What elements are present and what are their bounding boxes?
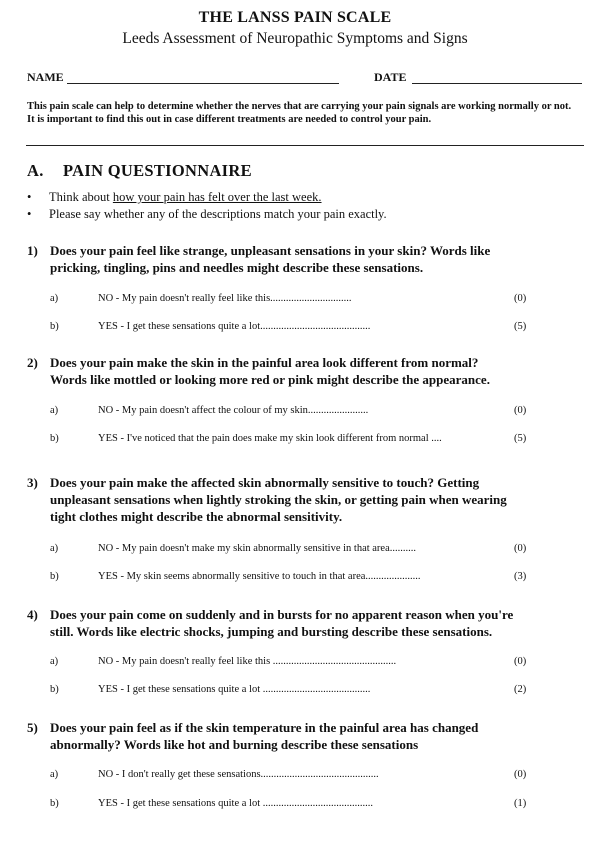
option-letter: b) xyxy=(50,798,59,809)
section-heading xyxy=(27,161,252,181)
intro-paragraph: This pain scale can help to determine whether the nerves that are carrying your pain signals are working normally or not. It is important to find this out in case different treatments are needed to control your pain. xyxy=(27,101,572,125)
option-text[interactable]: NO - My pain doesn't really feel like this ............................................... xyxy=(98,656,397,667)
section-title: PAIN QUESTIONNAIRE xyxy=(63,161,252,180)
document-subtitle: Leeds Assessment of Neuropathic Symptoms and Signs xyxy=(122,30,468,47)
bullet-icon: • xyxy=(27,207,32,221)
name-label: NAME xyxy=(27,70,64,84)
option-letter: b) xyxy=(50,571,59,582)
question-text-line: Does your pain feel like strange, unpleasant sensations in your skin? Words like xyxy=(50,243,491,258)
option-text[interactable]: YES - My skin seems abnormally sensitive to touch in that area..................... xyxy=(98,571,421,582)
date-label: DATE xyxy=(374,70,407,84)
option-score: (0) xyxy=(514,405,527,416)
section-letter: A. xyxy=(27,161,44,180)
question-text-line: Does your pain make the affected skin abnormally sensitive to touch? Getting xyxy=(50,475,480,490)
question-number: 1) xyxy=(27,243,38,258)
bullet-item: • Please say whether any of the descriptions match your pain exactly. xyxy=(27,207,387,221)
question-4 xyxy=(27,606,582,640)
option-score: (5) xyxy=(514,433,527,444)
header-divider xyxy=(26,145,584,146)
option-score: (1) xyxy=(514,798,527,809)
option-letter: a) xyxy=(50,293,59,304)
question-number: 2) xyxy=(27,355,38,370)
option-letter: a) xyxy=(50,656,59,667)
option-letter: b) xyxy=(50,321,59,332)
document-title: THE LANSS PAIN SCALE xyxy=(198,9,392,26)
question-text-line: pricking, tingling, pins and needles might describe these sensations. xyxy=(50,260,424,275)
question-text-line: Does your pain come on suddenly and in bursts for no apparent reason when you're xyxy=(50,607,514,622)
name-field-line[interactable] xyxy=(67,83,339,84)
option-score: (5) xyxy=(514,321,527,332)
question-number: 4) xyxy=(27,607,38,622)
option-score: (0) xyxy=(514,769,527,780)
bullet-icon: • xyxy=(27,190,32,204)
question-text-line: tight clothes might describe the abnormal sensitivity. xyxy=(50,509,343,524)
option-score: (0) xyxy=(514,656,527,667)
question-text-line: abnormally? Words like hot and burning describe these sensations xyxy=(50,737,419,752)
question-text-line: Does your pain feel as if the skin temperature in the painful area has changed xyxy=(50,720,479,735)
option-text[interactable]: YES - I get these sensations quite a lot .......................................... xyxy=(98,798,374,809)
option-letter: a) xyxy=(50,769,59,780)
question-text-line: Words like mottled or looking more red or pink might describe the appearance. xyxy=(50,372,490,387)
option-text[interactable]: YES - I've noticed that the pain does make my skin look different from normal .... xyxy=(98,433,442,444)
option-score: (3) xyxy=(514,571,527,582)
question-1 xyxy=(27,242,582,276)
option-text[interactable]: NO - My pain doesn't make my skin abnormally sensitive in that area.......... xyxy=(98,543,416,554)
option-score: (0) xyxy=(514,293,527,304)
question-5 xyxy=(27,719,582,753)
question-2 xyxy=(27,354,582,388)
date-field-line[interactable] xyxy=(412,83,582,84)
question-text-line: still. Words like electric shocks, jumping and bursting describe these sensations. xyxy=(50,624,493,639)
option-text[interactable]: YES - I get these sensations quite a lot ......................................... xyxy=(98,684,371,695)
option-letter: b) xyxy=(50,684,59,695)
option-text[interactable]: NO - My pain doesn't really feel like this............................... xyxy=(98,293,352,304)
option-score: (2) xyxy=(514,684,527,695)
option-text[interactable]: NO - My pain doesn't affect the colour of my skin....................... xyxy=(98,405,369,416)
question-number: 5) xyxy=(27,720,38,735)
option-letter: b) xyxy=(50,433,59,444)
option-text[interactable]: NO - I don't really get these sensations............................................. xyxy=(98,769,379,780)
option-score: (0) xyxy=(514,543,527,554)
question-text-line: unpleasant sensations when lightly stroking the skin, or getting pain when wearing xyxy=(50,492,507,507)
bullet-item: • Think about how your pain has felt over the last week. xyxy=(27,190,322,204)
question-3 xyxy=(27,474,582,525)
option-letter: a) xyxy=(50,543,59,554)
option-text[interactable]: YES - I get these sensations quite a lot.......................................... xyxy=(98,321,371,332)
option-letter: a) xyxy=(50,405,59,416)
question-text-line: Does your pain make the skin in the painful area look different from normal? xyxy=(50,355,479,370)
question-number: 3) xyxy=(27,475,38,490)
